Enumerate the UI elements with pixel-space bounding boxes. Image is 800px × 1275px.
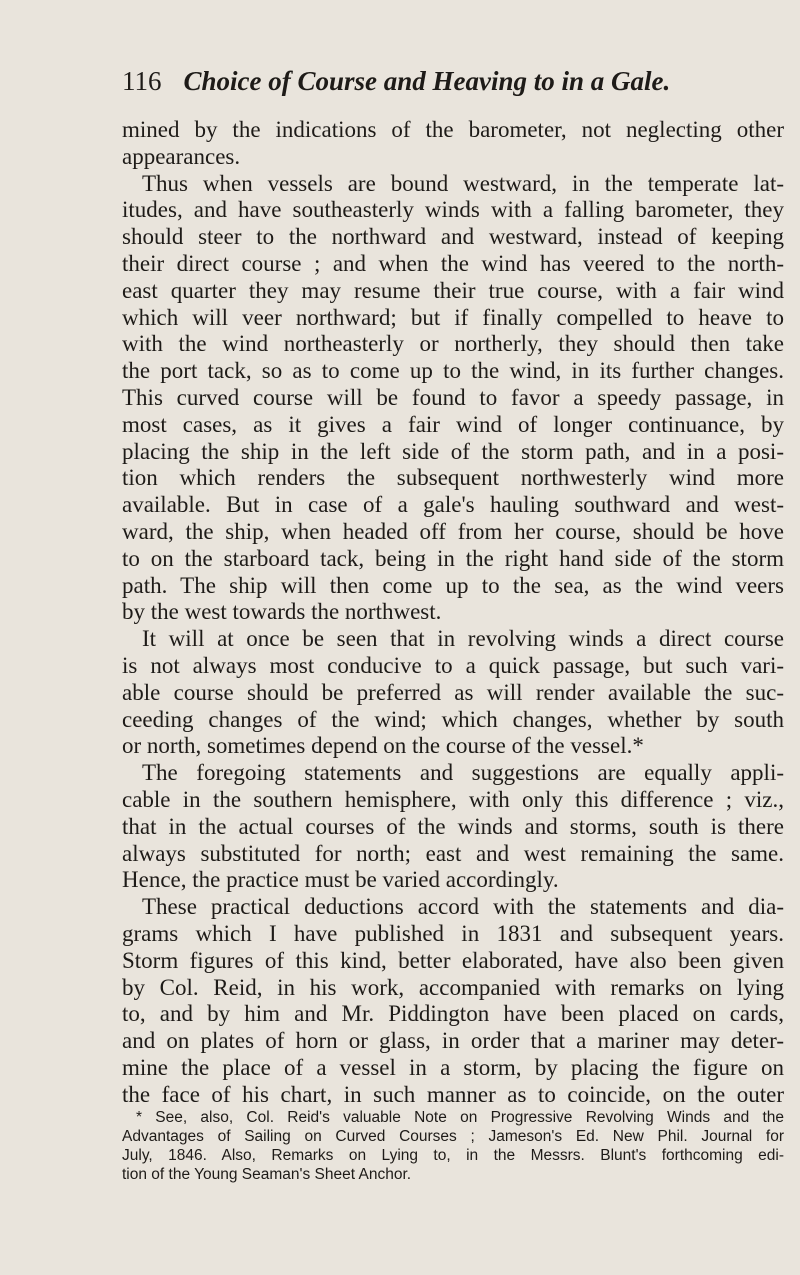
body-line: grams which I have published in 1831 and subsequent years. (122, 920, 784, 946)
body-line: Storm figures of this kind, better elaborated, have also been given (122, 947, 784, 973)
body-line: and on plates of horn or glass, in order that a mariner may deter- (122, 1028, 784, 1054)
body-line: mine the place of a vessel in a storm, by placing the figure on (122, 1054, 784, 1080)
footnote-line: * See, also, Col. Reid's valuable Note on Progressive Revolving Winds and the (136, 1109, 784, 1126)
running-head (122, 66, 742, 97)
body-line: This curved course will be found to favor a speedy passage, in (122, 384, 784, 410)
body-line: the face of his chart, in such manner as to coincide, on the outer (122, 1081, 784, 1107)
body-line: appearances. (122, 143, 241, 169)
body-line: available. But in case of a gale's hauling southward and west- (122, 492, 784, 518)
body-line: It will at once be seen that in revolving winds a direct course (142, 626, 784, 652)
body-line: their direct course ; and when the wind has veered to the north- (122, 250, 784, 276)
footnote-line: tion of the Young Seaman's Sheet Anchor. (122, 1166, 412, 1183)
body-line: to on the starboard tack, being in the right hand side of the storm (122, 545, 784, 571)
body-line: by the west towards the northwest. (122, 599, 442, 625)
footnote-line: Advantages of Sailing on Curved Courses ; Jameson's Ed. New Phil. Journal for (122, 1128, 784, 1145)
body-line: to, and by him and Mr. Piddington have been placed on cards, (122, 1001, 784, 1027)
body-line: Thus when vessels are bound westward, in the temperate lat- (142, 170, 784, 196)
body-line: placing the ship in the left side of the storm path, and in a posi- (122, 438, 784, 464)
body-line: ward, the ship, when headed off from her course, should be hove (122, 518, 784, 544)
running-title: Choice of Course and Heaving to in a Gale. (183, 66, 671, 96)
body-text (122, 117, 784, 1108)
body-line: most cases, as it gives a fair wind of longer continuance, by (122, 411, 784, 437)
footnote-line: July, 1846. Also, Remarks on Lying to, in the Messrs. Blunt's forthcoming edi- (122, 1147, 784, 1164)
body-line: ceeding changes of the wind; which changes, whether by south (122, 706, 784, 732)
body-line: the port tack, so as to come up to the wind, in its further changes. (122, 358, 784, 384)
body-line: that in the actual courses of the winds and storms, south is there (122, 813, 784, 839)
body-line: Hence, the practice must be varied accordingly. (122, 867, 559, 893)
body-line: able course should be preferred as will render available the suc- (122, 679, 784, 705)
body-line: mined by the indications of the barometer, not neglecting other (122, 117, 784, 142)
body-line: always substituted for north; east and west remaining the same. (122, 840, 784, 866)
footnote (122, 1108, 784, 1184)
body-line: These practical deductions accord with the statements and dia- (142, 894, 784, 920)
body-line: by Col. Reid, in his work, accompanied with remarks on lying (122, 974, 784, 1000)
body-line: east quarter they may resume their true course, with a fair wind (122, 277, 784, 303)
body-line: tion which renders the subsequent northwesterly wind more (122, 465, 784, 491)
body-line: with the wind northeasterly or northerly, they should then take (122, 331, 784, 357)
body-line: or north, sometimes depend on the course of the vessel.* (122, 733, 644, 759)
body-line: path. The ship will then come up to the sea, as the wind veers (122, 572, 784, 598)
body-line: should steer to the northward and westward, instead of keeping (122, 224, 784, 250)
body-line: itudes, and have southeasterly winds with a falling barometer, they (122, 197, 784, 223)
page-number: 116 (122, 66, 162, 96)
body-line: The foregoing statements and suggestions are equally appli- (142, 760, 784, 786)
body-line: cable in the southern hemisphere, with only this difference ; viz., (122, 786, 784, 812)
body-line: which will veer northward; but if finally compelled to heave to (122, 304, 784, 330)
body-line: is not always most conducive to a quick passage, but such vari- (122, 652, 784, 678)
